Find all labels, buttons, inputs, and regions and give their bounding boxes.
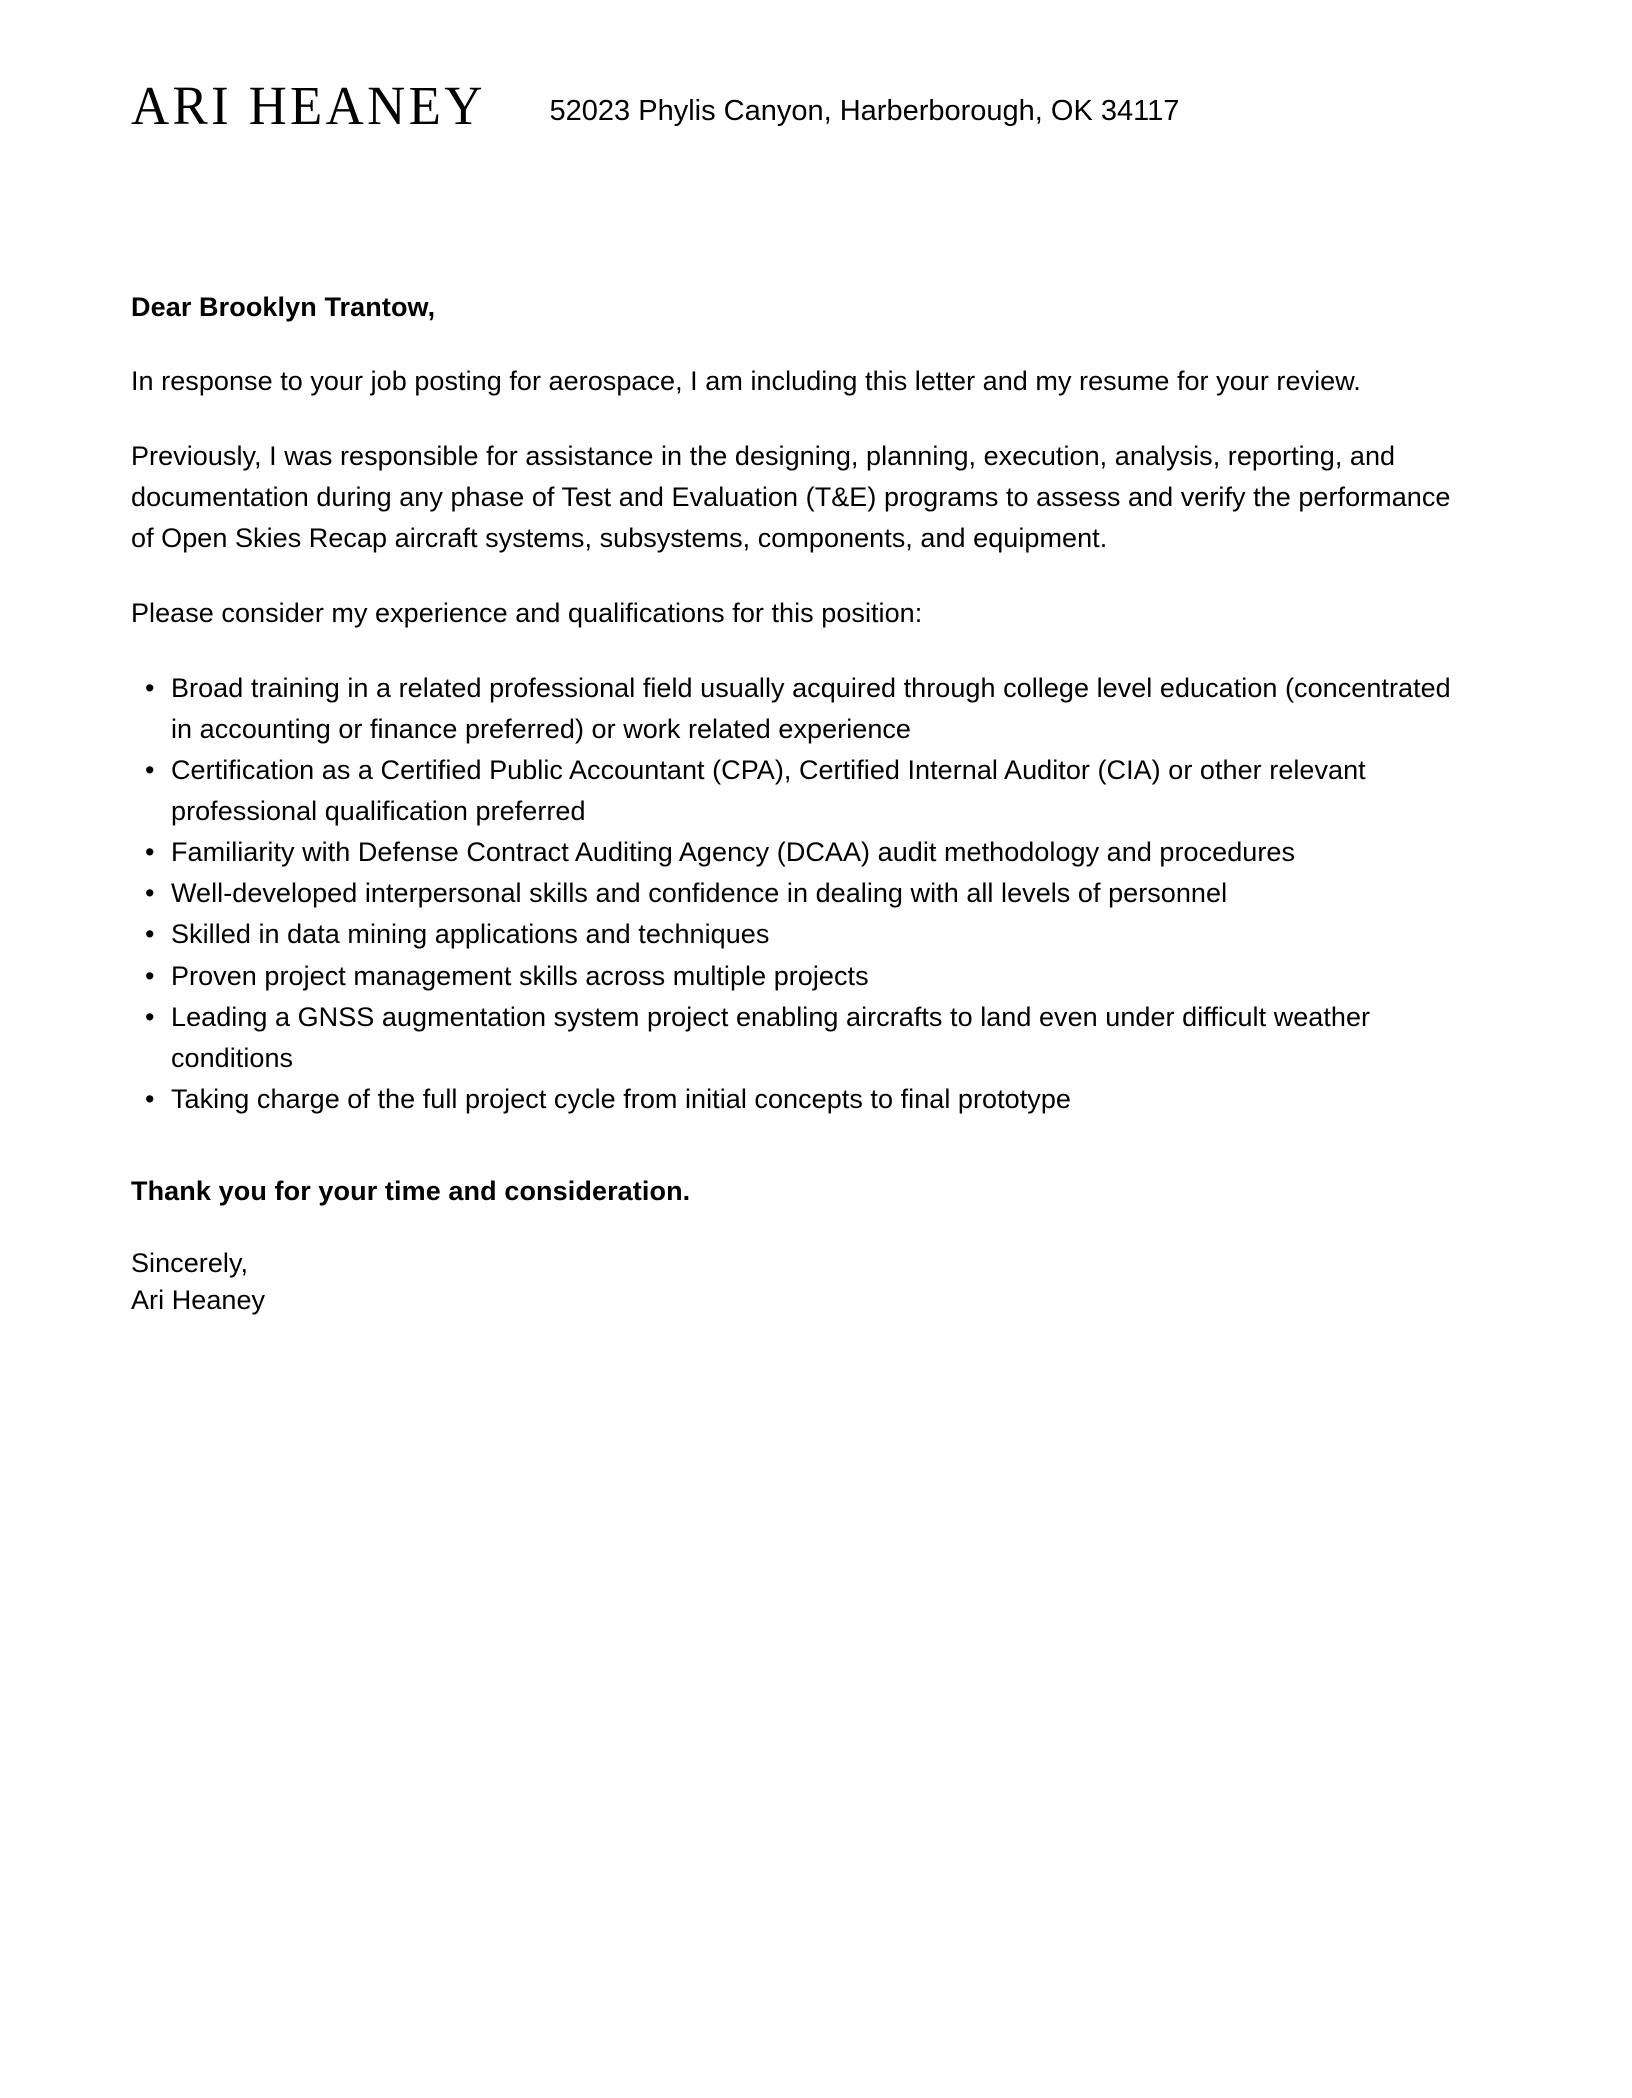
page-title: ARI HEANEY bbox=[131, 75, 486, 136]
list-item: • Skilled in data mining applications and techniques bbox=[131, 914, 1476, 955]
list-item: • Certification as a Certified Public Accountant (CPA), Certified Internal Auditor (CIA) or other relevant professional qualification preferred bbox=[131, 750, 1476, 832]
contact-address: 52023 Phylis Canyon, Harberborough, OK 34117 bbox=[549, 95, 1180, 127]
closing-thanks: Thank you for your time and consideration. bbox=[131, 1175, 691, 1206]
signature-block bbox=[131, 1245, 1501, 1320]
list-item: • Proven project management skills across multiple projects bbox=[131, 956, 1476, 997]
body-paragraph-2: Previously, I was responsible for assistance in the designing, planning, execution, analysis, reporting, and documentation during any phase of Test and Evaluation (T&E) programs to assess and verify the performance of Open Skies Recap aircraft systems, subsystems, components, and equipment. bbox=[131, 441, 1451, 554]
sign-off: Sincerely, bbox=[131, 1247, 249, 1278]
qualifications-list bbox=[131, 668, 1476, 1119]
signature-name: Ari Heaney bbox=[131, 1285, 266, 1316]
letter-header bbox=[0, 75, 1632, 148]
list-item: • Leading a GNSS augmentation system project enabling aircrafts to land even under difficult weather conditions bbox=[131, 997, 1476, 1079]
list-item: • Broad training in a related professional field usually acquired through college level education (concentrated in accounting or finance preferred) or work related experience bbox=[131, 668, 1476, 750]
salutation: Dear Brooklyn Trantow, bbox=[131, 292, 436, 322]
body-paragraph-1: In response to your job posting for aerospace, I am including this letter and my resume for your review. bbox=[131, 366, 1361, 397]
list-item: • Familiarity with Defense Contract Auditing Agency (DCAA) audit methodology and procedures bbox=[131, 832, 1476, 873]
list-item: • Well-developed interpersonal skills and confidence in dealing with all levels of personnel bbox=[131, 873, 1476, 914]
body-paragraph-3: Please consider my experience and qualifications for this position: bbox=[131, 598, 923, 629]
letter-body bbox=[0, 288, 1632, 1319]
list-item: • Taking charge of the full project cycle from initial concepts to final prototype bbox=[131, 1079, 1476, 1120]
